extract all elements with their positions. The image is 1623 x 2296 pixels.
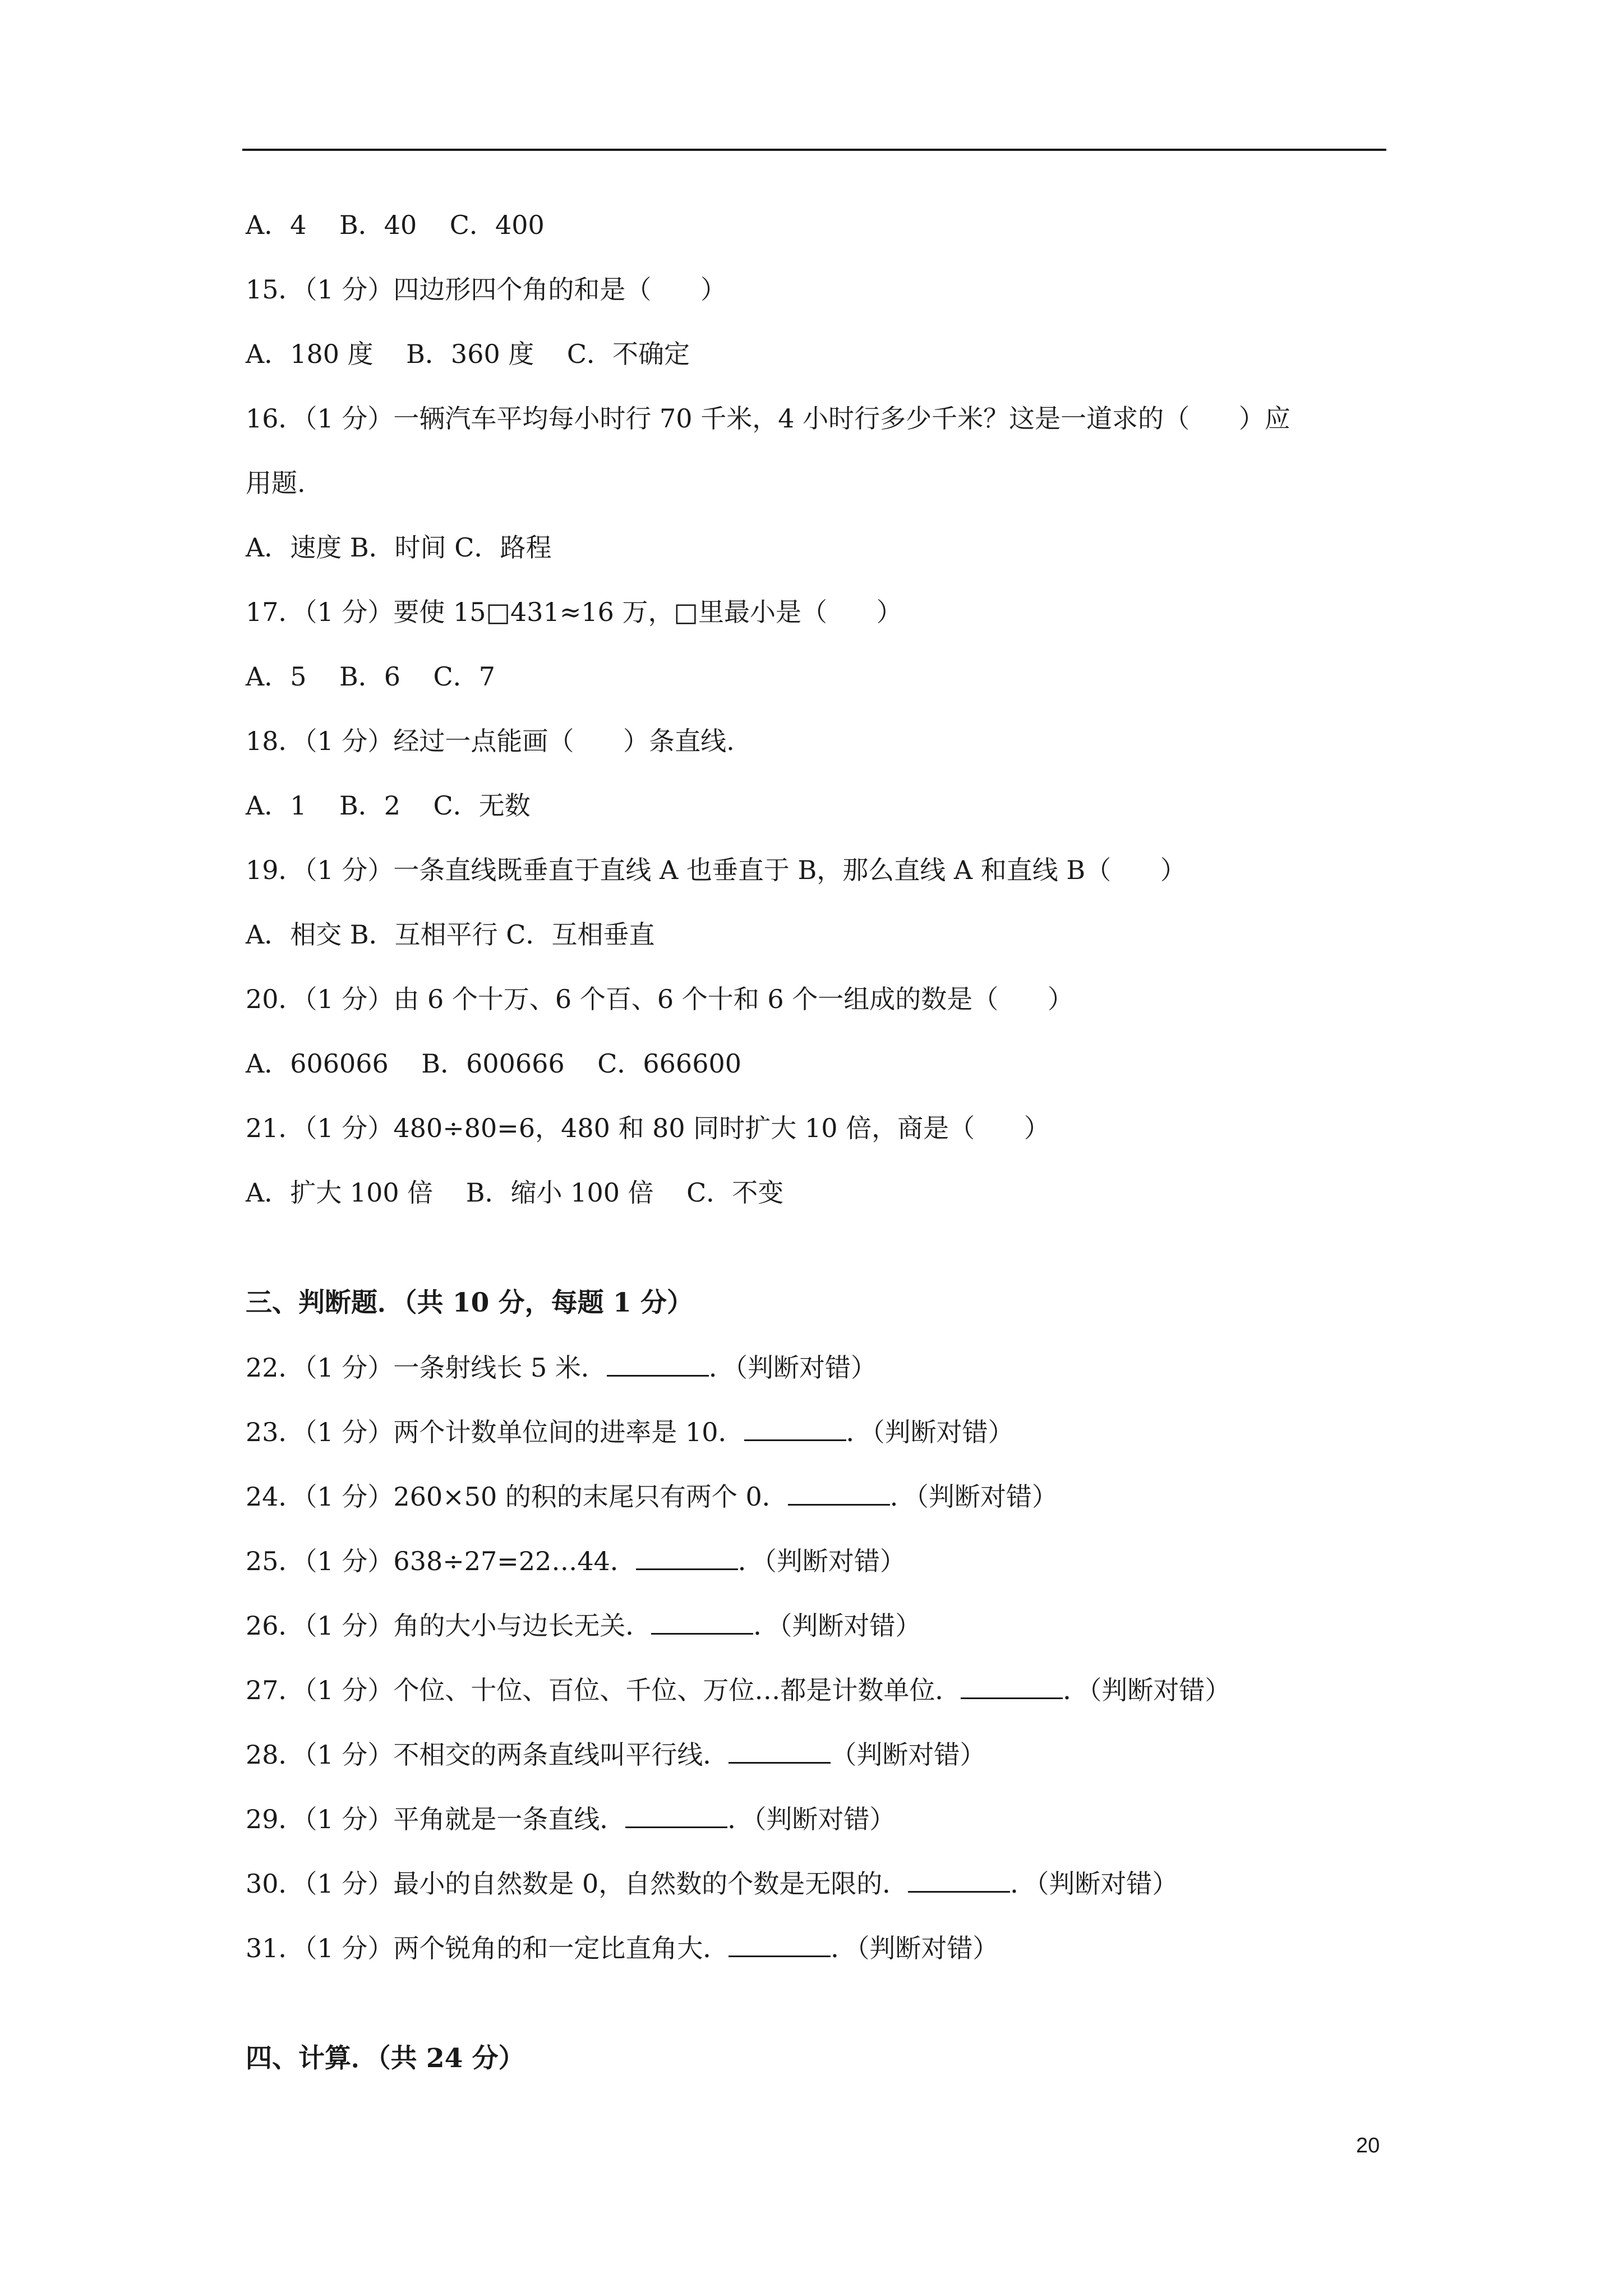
answer-blank[interactable] <box>625 1802 727 1828</box>
question-suffix: ．（判断对错） <box>889 1481 1058 1512</box>
answer-blank[interactable] <box>908 1866 1010 1893</box>
question-15: 15．（1 分）四边形四个角的和是（ ） <box>246 274 727 305</box>
question-17: 17．（1 分）要使 15□431≈16 万，□里最小是（ ） <box>246 597 902 627</box>
answer-blank[interactable] <box>636 1544 738 1570</box>
choice-line: A．1 B．2 C．无数 <box>246 790 531 821</box>
question-text: 28．（1 分）不相交的两条直线叫平行线． <box>246 1740 729 1770</box>
question-20: 20．（1 分）由 6 个十万、6 个百、6 个十和 6 个一组成的数是（ ） <box>246 984 1073 1014</box>
question-text: 27．（1 分）个位、十位、百位、千位、万位…都是计数单位． <box>246 1675 961 1705</box>
question-21: 21．（1 分）480÷80=6，480 和 80 同时扩大 10 倍，商是（ ） <box>246 1113 1050 1143</box>
question-18: 18．（1 分）经过一点能画（ ）条直线. <box>246 726 735 756</box>
question-16-continuation: 用题. <box>246 468 306 498</box>
question-text: 24．（1 分）260×50 的积的末尾只有两个 0． <box>246 1481 788 1512</box>
question-text: 29．（1 分）平角就是一条直线． <box>246 1804 626 1834</box>
answer-blank[interactable] <box>788 1479 890 1506</box>
judgement-item-28 <box>246 1737 1390 1772</box>
answer-blank[interactable] <box>651 1608 753 1635</box>
page-number: 20 <box>1356 2134 1380 2157</box>
answer-blank[interactable] <box>607 1350 709 1377</box>
question-suffix: ．（判断对错） <box>727 1804 896 1834</box>
judgement-item-29 <box>246 1802 1390 1837</box>
judgement-item-24 <box>246 1479 1390 1514</box>
question-suffix: ．（判断对错） <box>708 1352 877 1383</box>
choice-line: A．扩大 100 倍 B．缩小 100 倍 C．不变 <box>246 1177 784 1208</box>
question-text: 26．（1 分）角的大小与边长无关． <box>246 1611 652 1641</box>
question-suffix: （判断对错） <box>831 1740 986 1770</box>
choice-line: A．5 B．6 C．7 <box>246 661 495 692</box>
section-3-title: 三、判断题．（共 10 分，每题 1 分） <box>246 1287 694 1318</box>
choice-block <box>246 208 1390 1210</box>
question-16: 16．（1 分）一辆汽车平均每小时行 70 千米，4 小时行多少千米？这是一道求的（ ）应 <box>246 403 1290 434</box>
judgement-item-31 <box>246 1931 1390 1966</box>
judgement-item-23 <box>246 1415 1390 1450</box>
choice-line: A．606066 B．600666 C．666600 <box>246 1048 741 1079</box>
answer-blank[interactable] <box>728 1931 831 1957</box>
question-19: 19．（1 分）一条直线既垂直于直线 A 也垂直于 B，那么直线 A 和直线 B（ ） <box>246 855 1186 885</box>
answer-blank[interactable] <box>961 1673 1063 1699</box>
choice-line: A．180 度 B．360 度 C．不确定 <box>246 339 690 369</box>
question-text: 30．（1 分）最小的自然数是 0，自然数的个数是无限的． <box>246 1869 909 1899</box>
question-text: 23．（1 分）两个计数单位间的进率是 10． <box>246 1417 744 1447</box>
judgement-list <box>246 1350 1390 1966</box>
question-text: 31．（1 分）两个锐角的和一定比直角大． <box>246 1933 729 1963</box>
judgement-item-27 <box>246 1673 1390 1708</box>
choice-line: A．相交 B．互相平行 C．互相垂直 <box>246 919 655 950</box>
header-rule <box>242 149 1386 151</box>
question-suffix: ．（判断对错） <box>831 1933 999 1963</box>
question-suffix: ．（判断对错） <box>1010 1869 1178 1899</box>
section-4-title: 四、计算．（共 24 分） <box>246 2043 525 2074</box>
question-suffix: ．（判断对错） <box>846 1417 1014 1447</box>
question-suffix: ．（判断对错） <box>1063 1675 1231 1705</box>
judgement-item-22 <box>246 1350 1390 1385</box>
choice-line: A．4 B．40 C．400 <box>246 210 545 240</box>
question-suffix: ．（判断对错） <box>753 1611 921 1641</box>
question-text: 25．（1 分）638÷27=22…44． <box>246 1546 636 1576</box>
choice-line: A．速度 B．时间 C．路程 <box>246 532 552 563</box>
judgement-item-30 <box>246 1866 1390 1901</box>
judgement-item-26 <box>246 1608 1390 1643</box>
judgement-item-25 <box>246 1544 1390 1579</box>
page-content <box>246 208 1390 2076</box>
answer-blank[interactable] <box>744 1415 846 1441</box>
question-text: 22．（1 分）一条射线长 5 米． <box>246 1352 607 1383</box>
question-suffix: ．（判断对错） <box>737 1546 906 1576</box>
answer-blank[interactable] <box>728 1737 831 1764</box>
